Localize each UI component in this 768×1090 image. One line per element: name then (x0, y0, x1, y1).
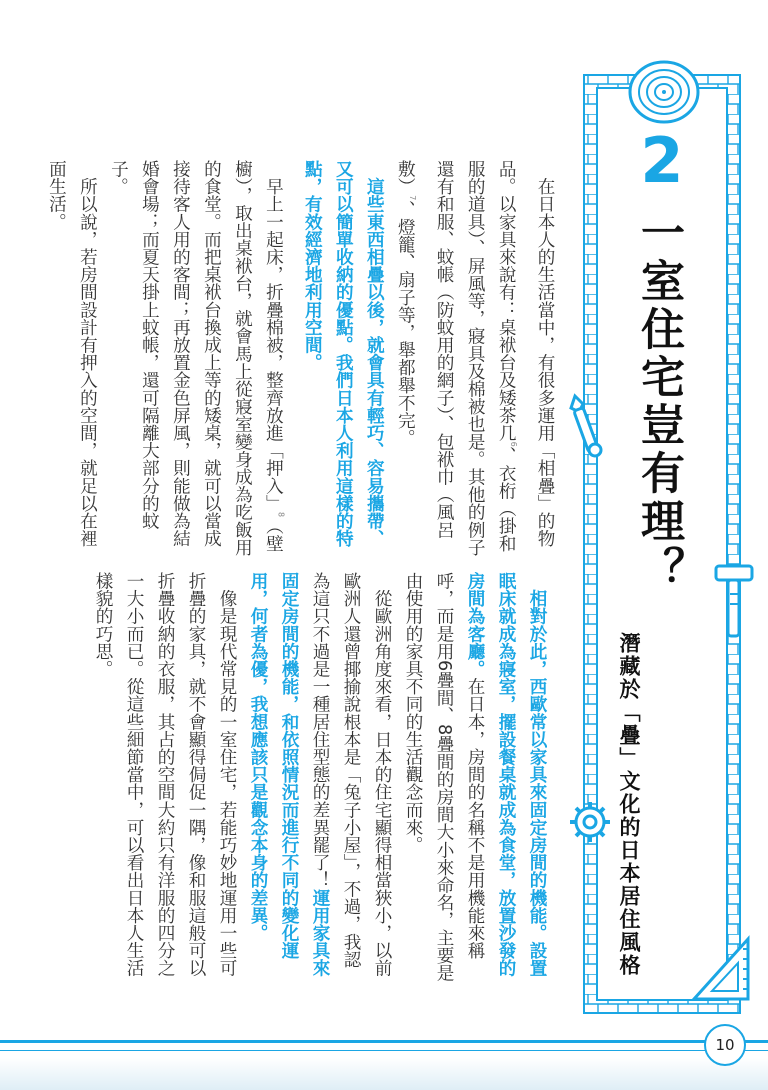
body-text: 、衣桁（掛和服的道具）、屏風等，寢具及棉被也是。其他的例子還有和服、蚊帳（防蚊用的網子）、包袱巾（風呂敷） (395, 160, 517, 556)
page-number: 10 (704, 1024, 746, 1066)
paragraph (87, 572, 242, 982)
wood-log-icon (622, 52, 706, 128)
body-text: 像是現代常見的一室住宅，若能巧妙地運用一些可折疊的家具，就不會顯得侷促一隅，像和服這般可以折疊收納的衣服，其占的空間大約只有洋服的四分之一大小而已。從這些細節當中，可以看出日本人生活樣貌的巧思。 (93, 572, 237, 977)
paragraph (242, 572, 397, 982)
body-text: 在日本人的生活當中，有很多運用「相疊」的物品。以家具來說有：桌袱台及矮茶几 (496, 160, 555, 548)
body-text: 從歐洲角度來看，日本的住宅顯得相當狹小，以前歐洲人還曾揶揄說根本是「兔子小屋」，不過，我認為這只不過是一種居住型態的差異罷了！ (310, 572, 392, 977)
wrench-icon (565, 390, 609, 460)
paragraph (102, 160, 296, 560)
paragraph (389, 160, 560, 560)
paragraph (296, 160, 389, 560)
footnote-marker: 6 (509, 441, 518, 447)
paragraph (40, 160, 102, 560)
hammer-icon (712, 560, 756, 642)
gear-icon (568, 800, 612, 844)
highlight-text: 運用家具來固定房間的機能，和依照情況而進行不同的變化運用，何者為優，我想應該只是觀念本身的差異。 (248, 572, 330, 977)
footer-band (0, 1058, 768, 1090)
top-text-block (46, 160, 560, 560)
footnote-marker: 7 (408, 195, 418, 201)
body-text: 所以說，若房間設計有押入的空間，就足以在裡面生活。 (46, 160, 98, 548)
set-square-icon (690, 935, 754, 1005)
body-text: 在日本，房間的名稱不是用機能來稱呼，而是用6疊間、8疊間的房間大小來命名，主要是由使用的家具不同的生活觀念而來。 (403, 572, 485, 982)
highlight-text: 這些東西相疊以後，就會具有輕巧、容易攜帶、又可以簡單收納的優點。我們日本人利用這樣的特點，有效經濟地利用空間。 (302, 160, 385, 548)
body-text: 早上一起床，折疊棉被，整齊放進「押入」 (263, 177, 284, 513)
body-text: 、燈籠、扇子等，舉都舉不完。 (395, 200, 416, 447)
footnote-marker: 8 (276, 512, 286, 518)
body-text: （壁櫥），取出桌袱台，就會馬上從寢室變身成為吃飯用的食堂。而把桌袱台換成上等的矮桌，就可以當成接待客人用的客間；再放置金色屏風，則能做為結婚會場；而夏天掛上蚊帳，還可隔離大部分的蚊子。 (108, 160, 284, 556)
footer-rule (0, 1040, 768, 1043)
paragraph (397, 572, 552, 982)
chapter-subtitle: 潛藏於「疊」文化的日本居住風格 (617, 632, 641, 977)
chapter-title: 一室住宅豈有理？ (633, 210, 684, 594)
chapter-number: 2 (640, 124, 684, 197)
footer-rule-thin (0, 1050, 768, 1051)
bottom-text-block (92, 572, 552, 982)
highlight-text: 相對於此，西歐常以家具來固定房間的機能。設置眠床就成為寢室，擺設餐桌就成為食堂，放置沙發的房間為客廳。 (465, 572, 547, 977)
